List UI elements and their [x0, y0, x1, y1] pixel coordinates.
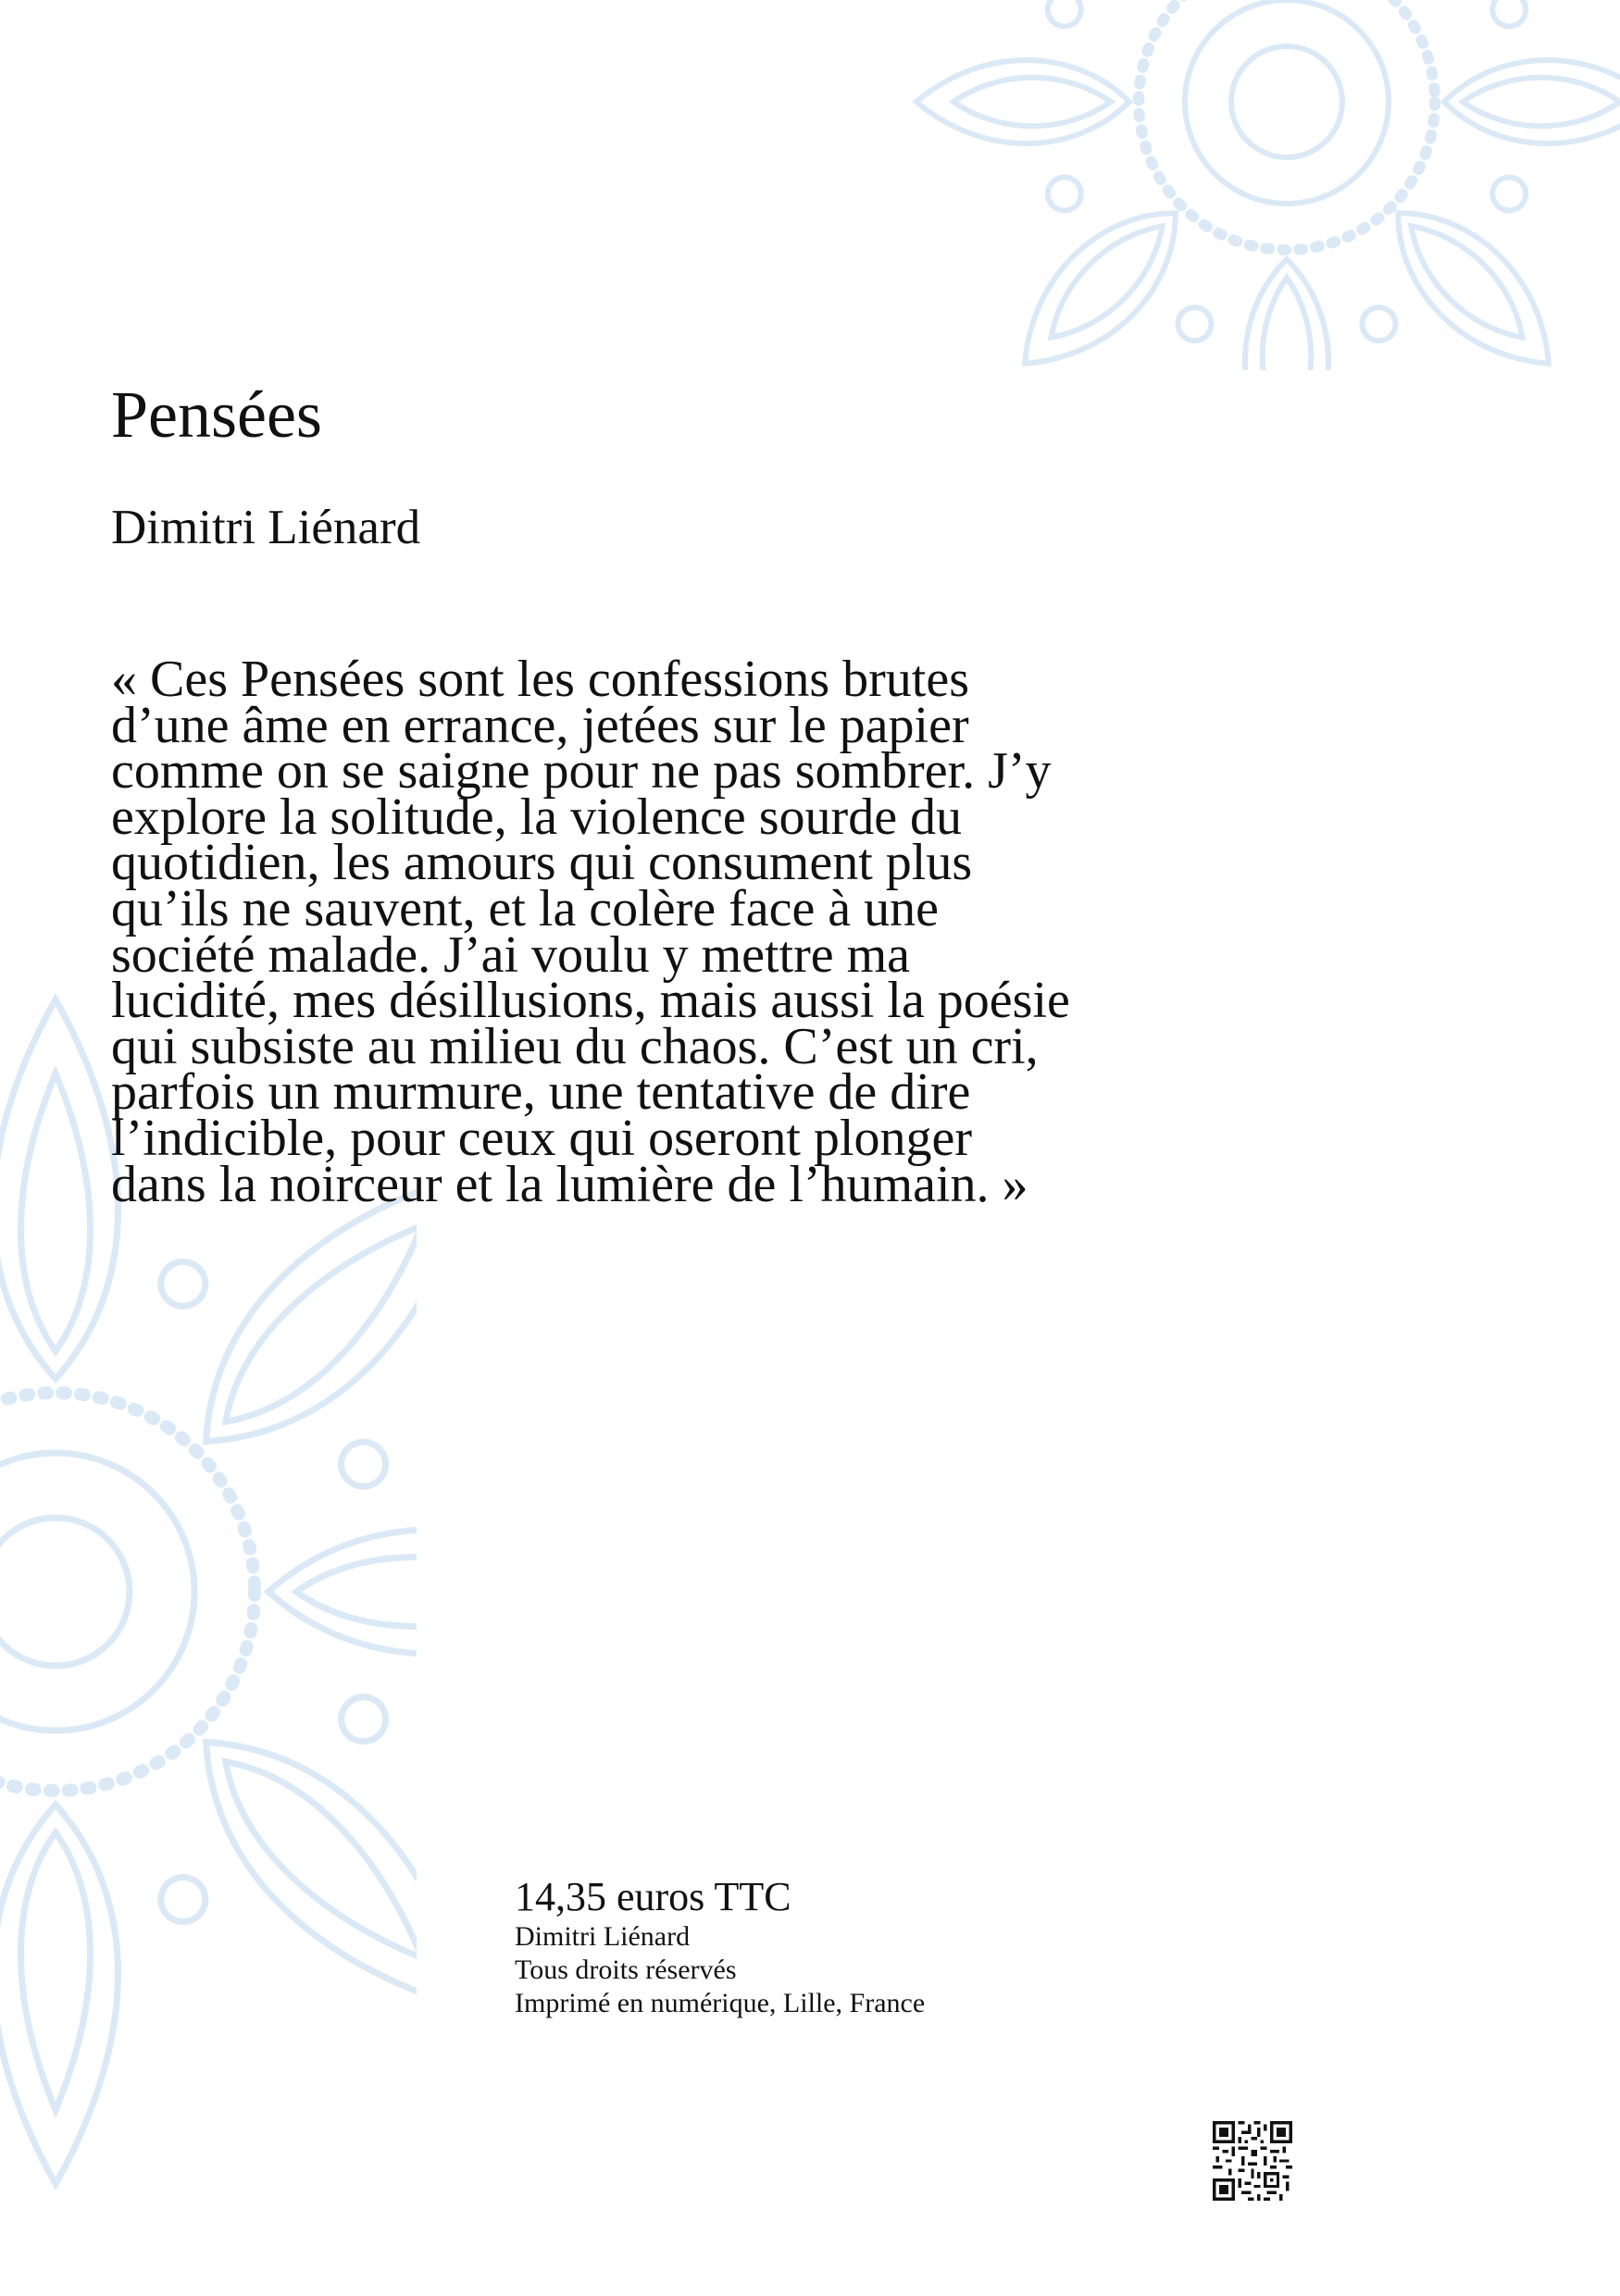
- blurb-line: d’une âme en errance, jetées sur le papier: [111, 696, 969, 754]
- book-title: Pensées: [111, 378, 322, 452]
- blurb-line: dans la noirceur et la lumière de l’humain. »: [111, 1155, 1028, 1213]
- printing-notice: Imprimé en numérique, Lille, France: [515, 1988, 926, 2018]
- blurb-line: lucidité, mes désillusions, mais aussi la poésie: [111, 972, 1070, 1030]
- blurb-line: comme on se saigne pour ne pas sombrer. J’y: [111, 742, 1052, 800]
- blurb-line: l’indicible, pour ceux qui oseront plonger: [111, 1109, 972, 1167]
- blurb-line: « Ces Pensées sont les confessions brutes: [111, 651, 970, 708]
- publisher-name: Dimitri Liénard: [515, 1921, 691, 1952]
- blurb-line: parfois un murmure, une tentative de dire: [111, 1063, 971, 1122]
- blurb-line: qui subsiste au milieu du chaos. C’est un cri,: [111, 1017, 1039, 1075]
- blurb-line: explore la solitude, la violence sourde du: [111, 788, 963, 846]
- blurb-line: quotidien, les amours qui consument plus: [111, 834, 973, 892]
- qr-code-icon: [1213, 2121, 1292, 2201]
- book-author: Dimitri Liénard: [111, 501, 421, 554]
- colophon: [515, 1874, 1163, 2020]
- rights-notice: Tous droits réservés: [515, 1955, 737, 1985]
- price: 14,35 euros TTC: [515, 1874, 791, 1919]
- mandala-ornament-top-icon: [907, 0, 1620, 370]
- blurb-line: société malade. J’ai voulu y mettre ma: [111, 925, 911, 984]
- back-cover-blurb: [111, 651, 1222, 1213]
- blurb-line: qu’ils ne sauvent, et la colère face à une: [111, 879, 940, 937]
